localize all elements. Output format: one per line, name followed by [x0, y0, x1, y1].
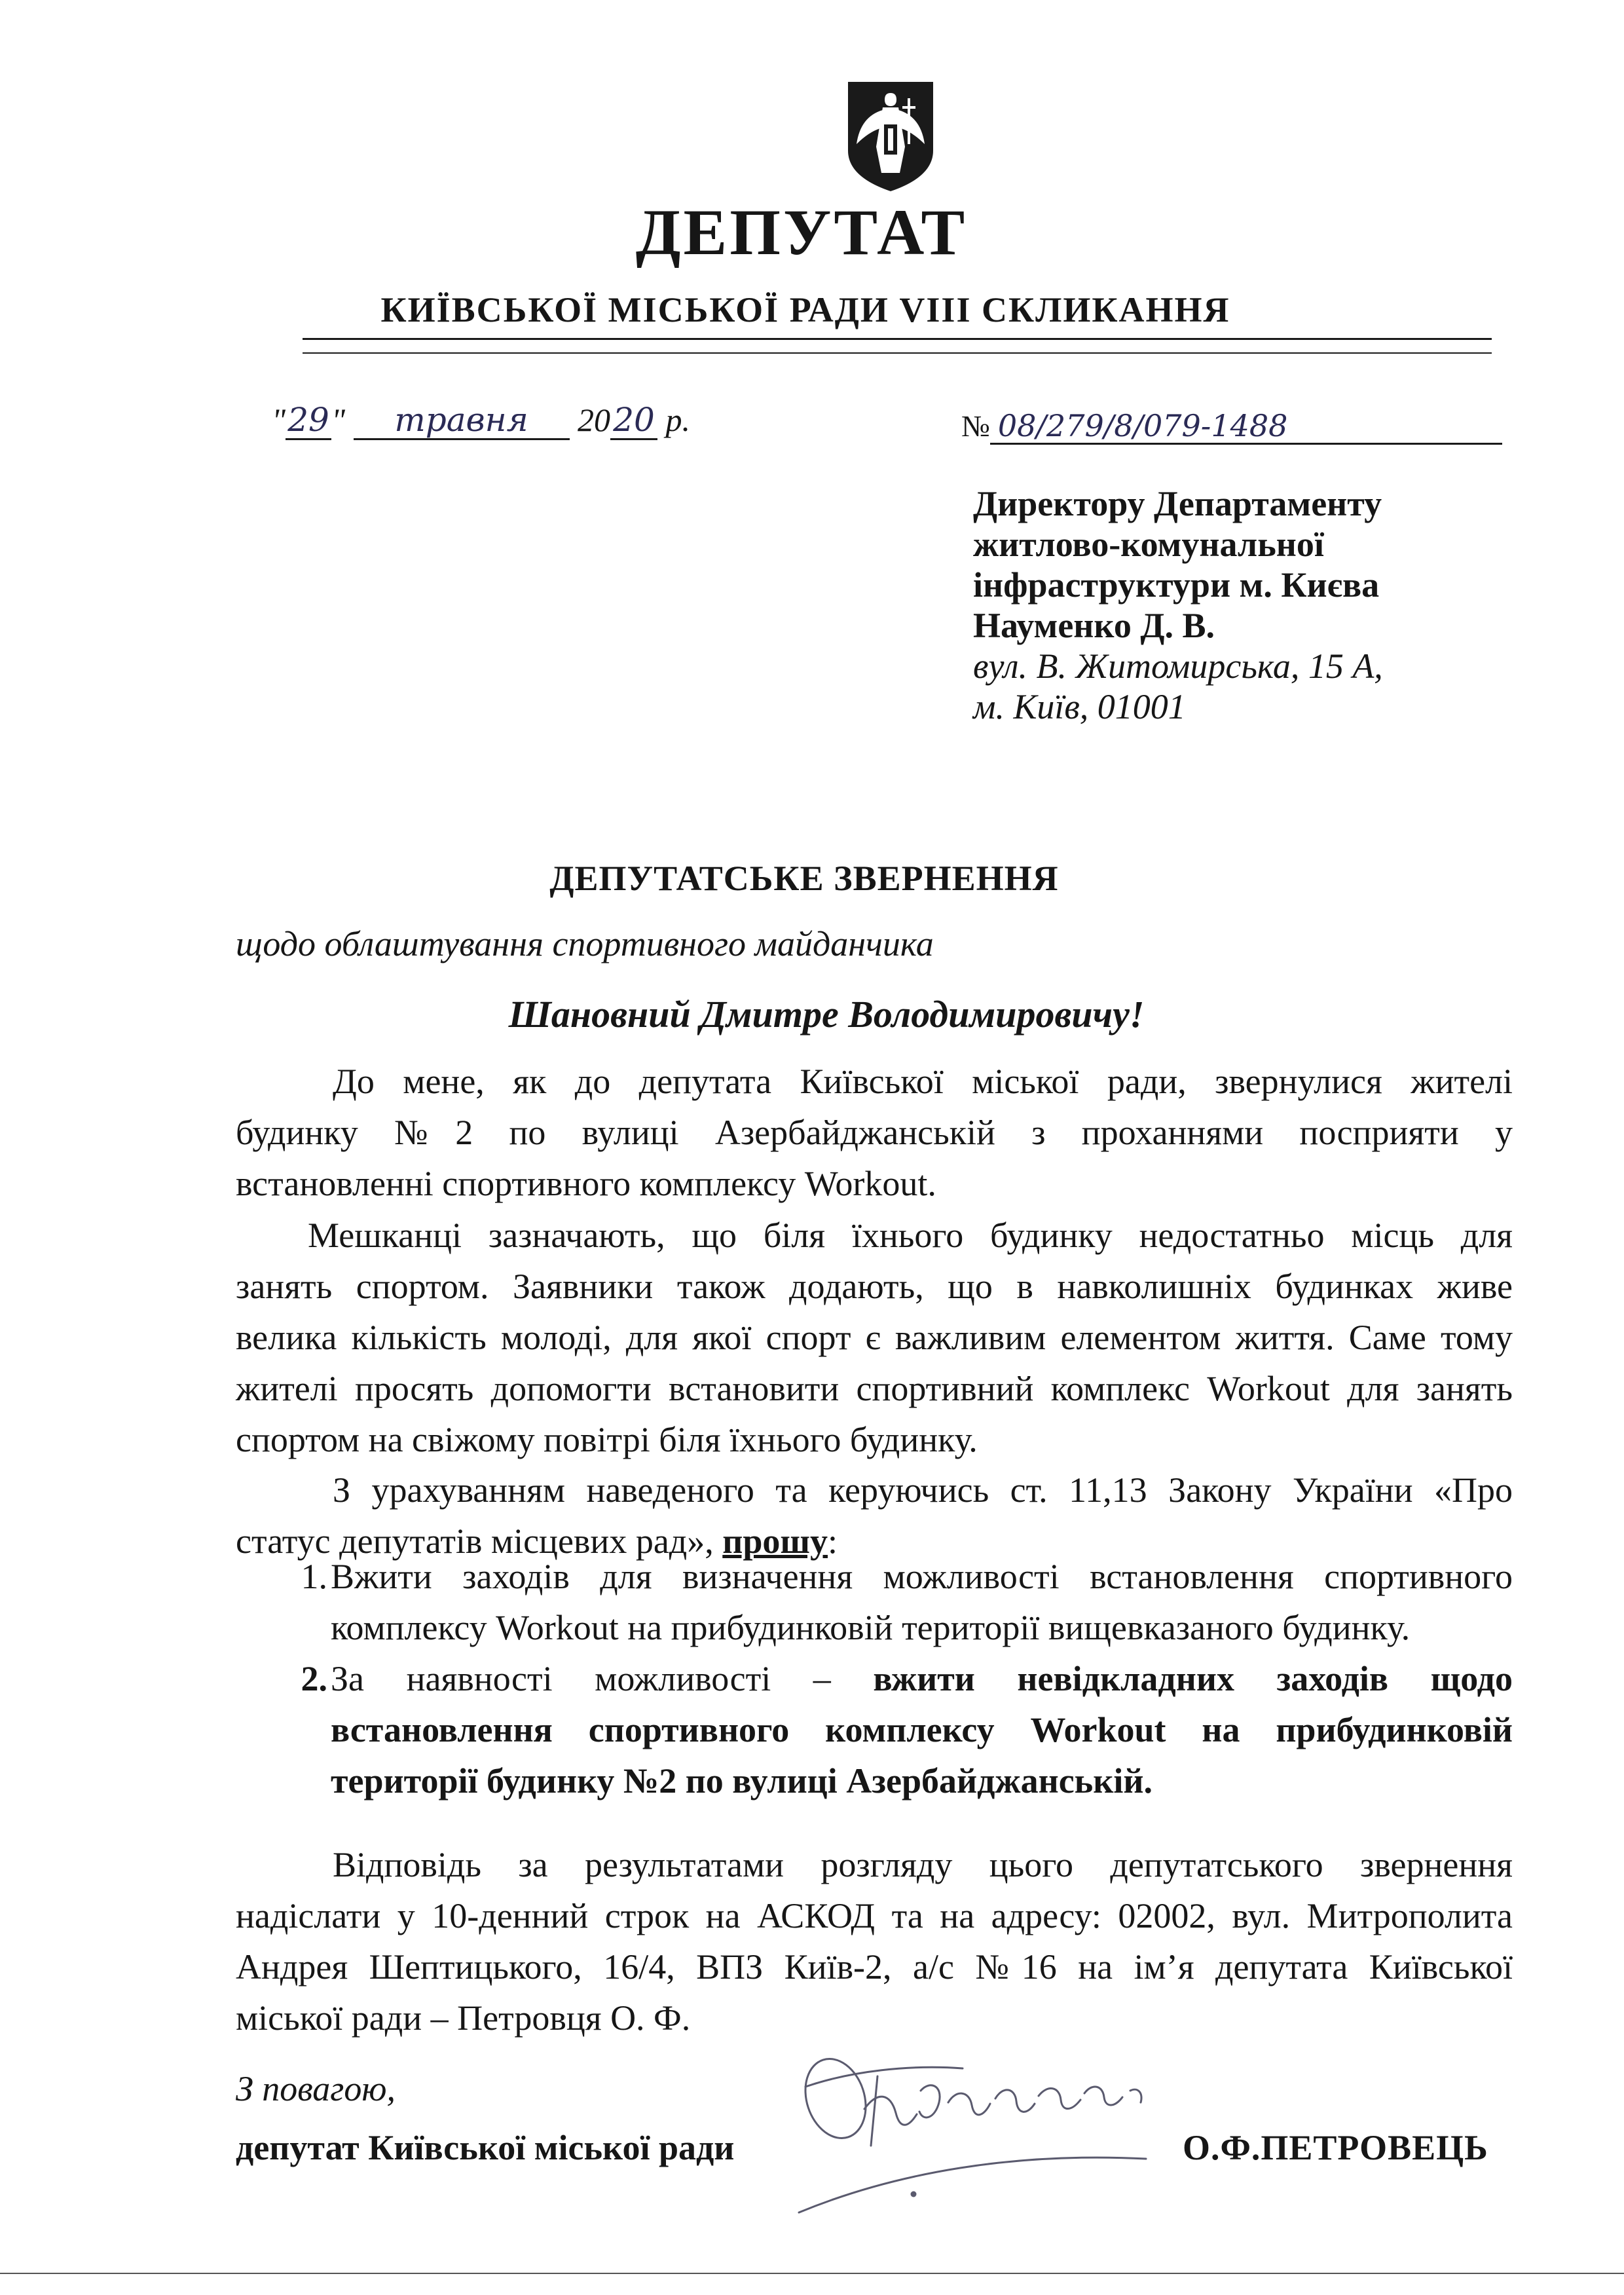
header-subtitle: КИЇВСЬКОЇ МІСЬКОЇ РАДИ VIII СКЛИКАННЯ — [380, 290, 1230, 329]
paragraph-line: До мене, як до депутата Київської міської ради, звернулися жителі — [333, 1062, 1513, 1101]
paragraph-line: будинку №2 по вулиці Азербайджанській з проханнями посприяти у — [236, 1113, 1513, 1152]
date-day: 29 — [286, 402, 331, 440]
appeal-title: ДЕПУТАТСЬКЕ ЗВЕРНЕННЯ — [549, 859, 1059, 898]
list-line: Вжити заходів для визначення можливості встановлення спортивного — [331, 1557, 1513, 1596]
list-number: 2. — [301, 1659, 327, 1698]
header-rule-thin — [303, 352, 1492, 354]
date-month: травня — [354, 402, 570, 440]
appeal-subject: щодо облаштування спортивного майданчика — [236, 924, 934, 963]
signer-title: депутат Київської міської ради — [236, 2128, 735, 2167]
paragraph-line: міської ради – Петровця О. Ф. — [236, 1998, 691, 2038]
paragraph-line: Відповідь за результатами розгляду цього депутатського звернення — [333, 1845, 1513, 1884]
paragraph-line: З урахуванням наведеного та керуючись ст. 11,13 Закону України «Про — [333, 1470, 1513, 1510]
date-line — [272, 401, 690, 440]
closing-phrase: З повагою, — [236, 2069, 396, 2108]
paragraph-line: спортом на свіжому повітрі біля їхнього будинку. — [236, 1420, 978, 1459]
date-year-suffix: 20 — [610, 402, 657, 440]
list-line: території будинку №2 по вулиці Азербайджанській. — [331, 1761, 1153, 1801]
salutation: Шановний Дмитре Володимировичу! — [508, 993, 1145, 1036]
list-number: 1. — [301, 1557, 327, 1596]
paragraph-text: статус депутатів місцевих рад», — [236, 1521, 723, 1561]
list-text-bold: вжити невідкладних заходів щодо — [873, 1659, 1513, 1698]
list-text: За наявності можливості – — [331, 1659, 874, 1698]
number-prefix: № — [961, 409, 990, 443]
list-line: комплексу Workout на прибудинковій території вищевказаного будинку. — [331, 1608, 1411, 1647]
date-mid-quote: " — [331, 401, 345, 438]
paragraph-line: велика кількість молоді, для якої спорт є важливим елементом життя. Саме тому — [236, 1318, 1513, 1357]
paragraph-line: Андрея Шептицького, 16/4, ВПЗ Київ-2, а/с №16 на ім’я депутата Київської — [236, 1947, 1513, 1987]
list-line: встановлення спортивного комплексу Workout на прибудинковій — [331, 1710, 1513, 1749]
kyiv-coat-of-arms-icon — [845, 79, 936, 193]
date-suffix: р. — [665, 401, 690, 438]
paragraph-line: Мешканці зазначають, що біля їхнього будинку недостатньо місць для — [308, 1216, 1513, 1255]
header-rule — [303, 338, 1492, 340]
paragraph-line: занять спортом. Заявники також додають, що в навколишніх будинках живе — [236, 1267, 1513, 1306]
recipient-line: житлово-комунальної — [973, 525, 1324, 564]
recipient-address: м. Київ, 01001 — [973, 687, 1186, 726]
header-title: ДЕПУТАТ — [635, 196, 968, 269]
body-paragraph — [236, 1056, 1513, 1209]
recipient-address: вул. В. Житомирська, 15 А, — [973, 646, 1383, 686]
body-paragraph — [236, 1210, 1513, 1465]
paragraph-text: : — [828, 1521, 838, 1561]
recipient-line: Науменко Д. В. — [973, 606, 1215, 645]
paragraph-line: встановленні спортивного комплексу Workout. — [236, 1164, 936, 1203]
number-line — [961, 409, 1502, 445]
date-year-prefix: 20 — [578, 401, 610, 438]
request-word: прошу — [722, 1521, 828, 1561]
recipient-line: Директору Департаменту — [973, 484, 1382, 523]
paragraph-line: жителі просять допомогти встановити спортивний комплекс Workout для занять — [236, 1369, 1513, 1408]
signer-name: О.Ф.ПЕТРОВЕЦЬ — [1183, 2128, 1488, 2167]
handwritten-signature — [779, 2030, 1198, 2227]
body-paragraph — [236, 1839, 1513, 2043]
paragraph-line: надіслати у 10-денний строк на АСКОД та на адресу: 02002, вул. Митрополита — [236, 1896, 1513, 1935]
footer-rule — [0, 2273, 1624, 2274]
number-value: 08/279/8/079-1488 — [990, 409, 1502, 445]
date-open-quote: " — [272, 401, 286, 438]
list-line — [331, 1653, 1513, 1704]
recipient-block — [973, 483, 1562, 727]
recipient-line: інфраструктури м. Києва — [973, 565, 1380, 605]
